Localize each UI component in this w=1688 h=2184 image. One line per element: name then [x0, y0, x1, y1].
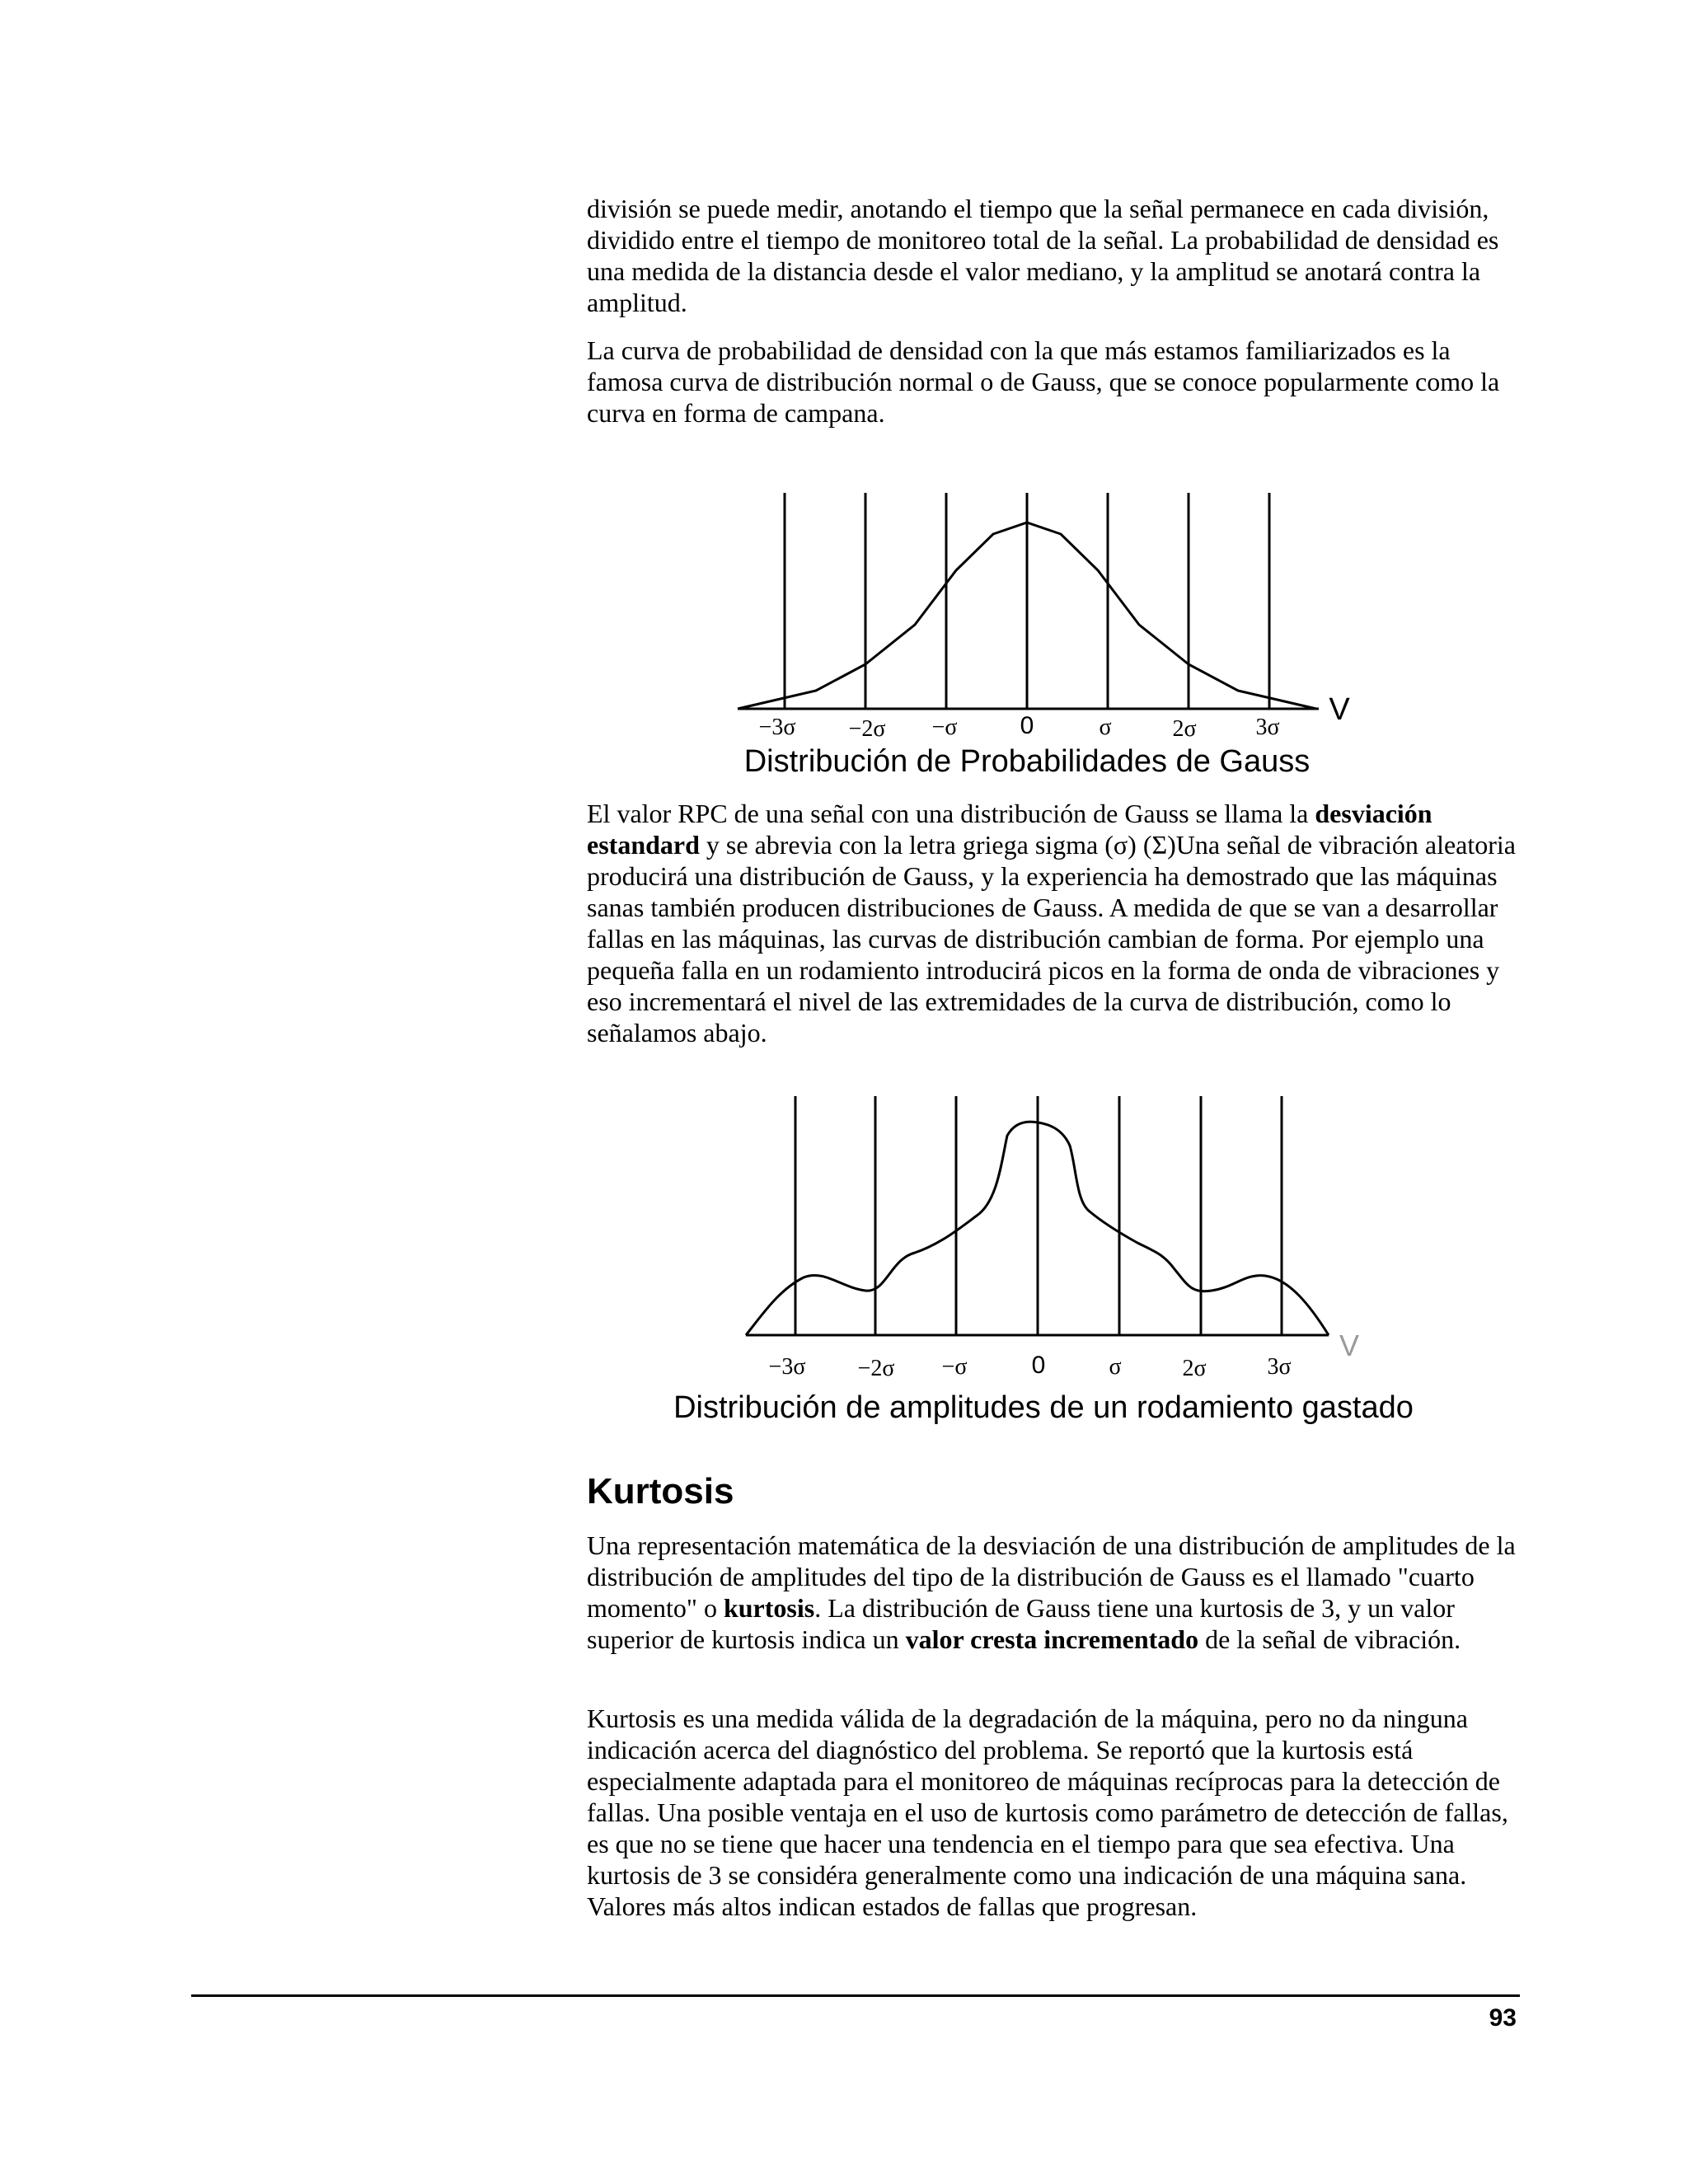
worn-caption: Distribución de amplitudes de un rodamiento gastado — [673, 1390, 1414, 1425]
figure-worn-bearing-distribution — [0, 1071, 1688, 1451]
gauss-tick-minus1: −σ — [931, 715, 958, 740]
footer-rule — [191, 1994, 1520, 1997]
paragraph-4-bold-kurtosis: kurtosis — [723, 1593, 815, 1623]
paragraph-2: La curva de probabilidad de densidad con la que más estamos familiarizados es la famosa curva de distribución normal o de Gauss, que se conoce popularmente como la curva en forma de campana. — [587, 335, 1500, 428]
gauss-tick-plus2: 2σ — [1172, 716, 1197, 742]
gauss-caption: Distribución de Probabilidades de Gauss — [743, 744, 1311, 779]
worn-tick-plus3: 3σ — [1267, 1354, 1292, 1380]
gauss-axis-unit: V — [1329, 692, 1350, 727]
figure-gauss-distribution — [0, 0, 1688, 791]
paragraph-5: Kurtosis es una medida válida de la degradación de la máquina, pero no da ninguna indicación acerca del diagnóstico del problema. Se reportó que la kurtosis está especialmente adaptada para el monitoreo de máquinas recíprocas para la detección de fallas. Una posible ventaja en el uso de kurtosis como parámetro de detección de fallas, es que no se tiene que hacer una tendencia en el tiempo para que sea efectiva. Una kurtosis de 3 se considéra generalmente como una indicación de una máquina sana. Valores más altos indican estados de fallas que progresan. — [587, 1704, 1508, 1921]
paragraph-1: división se puede medir, anotando el tiempo que la señal permanece en cada división, dividido entre el tiempo de monitoreo total de la señal. La probabilidad de densidad es una medida de la distancia desde el valor mediano, y la amplitud se anotará contra la amplitud. — [587, 194, 1499, 317]
paragraph-3-bold: desviación estandard — [587, 799, 1432, 860]
gauss-figure-svg — [0, 0, 1688, 791]
page-number: 93 — [1489, 2004, 1517, 2032]
gauss-tick-plus3: 3σ — [1255, 715, 1280, 740]
worn-tick-minus3: −3σ — [768, 1354, 806, 1380]
worn-axis-unit: V — [1339, 1329, 1360, 1362]
section-heading-kurtosis: Kurtosis — [587, 1471, 734, 1511]
paragraph-4-text-b: . La distribución de Gauss tiene una kurtosis de 3, y un valor superior de kurtosis indica un — [587, 1593, 1455, 1654]
worn-tick-plus2: 2σ — [1182, 1356, 1207, 1381]
gauss-tick-minus2: −2σ — [848, 716, 886, 742]
gauss-tick-minus3: −3σ — [758, 715, 796, 740]
worn-tick-plus1: σ — [1109, 1354, 1122, 1380]
paragraph-4 — [587, 1530, 1522, 1655]
worn-figure-svg — [0, 1071, 1688, 1451]
paragraph-4-bold-valor-cresta: valor cresta incrementado — [905, 1624, 1199, 1654]
paragraph-3-text-a: El valor RPC de una señal con una distribución de Gauss se llama la — [587, 799, 1315, 828]
worn-tick-minus2: −2σ — [857, 1356, 895, 1381]
gauss-tick-plus1: σ — [1099, 715, 1112, 740]
worn-tick-zero: 0 — [1031, 1352, 1046, 1379]
paragraph-3 — [587, 798, 1522, 1048]
paragraph-3-text-b: y se abrevia con la letra griega sigma (σ) (Σ)Una señal de vibración aleatoria producirá una distribución de Gauss, y la experiencia ha demostrado que las máquinas sanas también producen distribuciones de Gauss. A medida de que se van a desarrollar fallas en las máquinas, las curvas de distribución cambian de forma. Por ejemplo una pequeña falla en un rodamiento introducirá picos en la forma de onda de vibraciones y eso incrementará el nivel de las extremidades de la curva de distribución, como lo señalamos abajo. — [587, 830, 1516, 1047]
gauss-tick-zero: 0 — [1020, 712, 1034, 739]
worn-tick-minus1: −σ — [941, 1354, 968, 1380]
paragraph-4-text-a: Una representación matemática de la desviación de una distribución de amplitudes de la distribución de amplitudes del tipo de la distribución de Gauss es el llamado "cuarto momento" o — [587, 1530, 1516, 1623]
paragraph-4-text-c: de la señal de vibración. — [1198, 1624, 1461, 1654]
